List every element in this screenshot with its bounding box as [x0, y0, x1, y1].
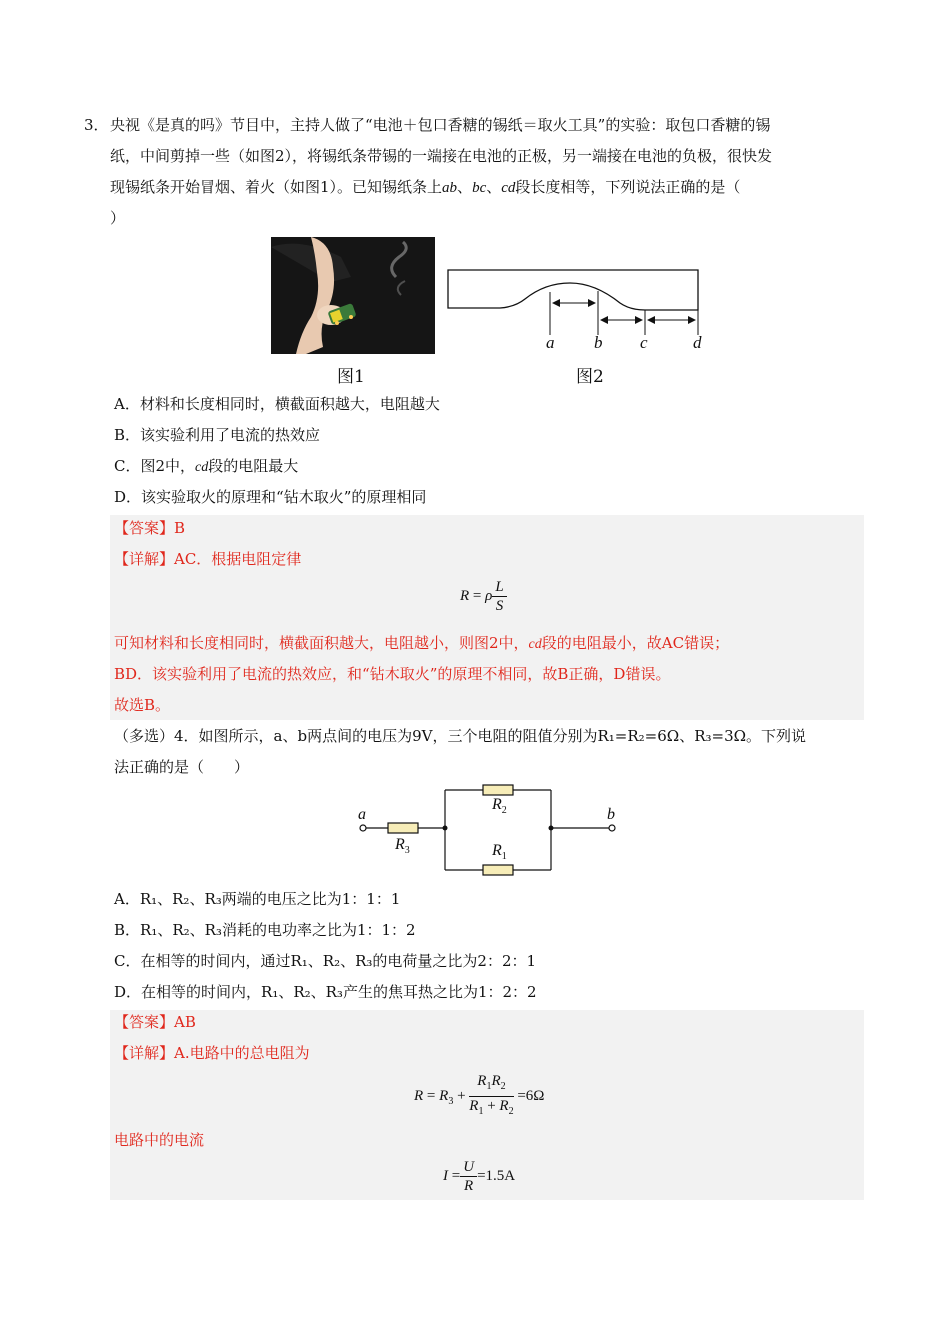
fig2-label-a: a — [546, 333, 555, 352]
figure-2-caption: 图2 — [576, 367, 604, 387]
q4-stem-line1: （多选）4．如图所示，a、b两点间的电压为9V，三个电阻的阻值分别为R₁=R₂=6Ω、R₃=3Ω。下列说 — [114, 727, 807, 745]
figure-1-caption: 图1 — [337, 367, 365, 387]
circuit-label-r3: $R_3$ — [395, 836, 410, 857]
q4-option-b: B．R₁、R₂、R₃消耗的电功率之比为1：1：2 — [114, 921, 416, 939]
q3-formula: R = ρ $\frac{L}{S}$ — [460, 578, 507, 615]
q3-detail-line3: BD．该实验利用了电流的热效应，和“钻木取火”的原理不相同，故B正确，D错误。 — [114, 665, 671, 683]
circuit-label-r1: $R_1$ — [492, 842, 507, 863]
figure-1-photo — [271, 237, 435, 354]
circuit-label-b: b — [607, 806, 615, 823]
q3-option-d: D．该实验取火的原理和“钻木取火”的原理相同 — [114, 488, 427, 506]
q3-stem-line2: 纸，中间剪掉一些（如图2），将锡纸条带锡的一端接在电池的正极，另一端接在电池的负极，很快发 — [110, 147, 773, 165]
q3-number: 3． — [84, 116, 109, 134]
q3-option-a: A．材料和长度相同时，横截面积越大，电阻越大 — [114, 395, 440, 413]
q3-detail-line4: 故选B。 — [114, 696, 171, 714]
q4-formula-current: I = $\frac{U}{R}$ =1.5A — [443, 1159, 516, 1194]
q4-detail-line2: 电路中的电流 — [114, 1131, 205, 1149]
q4-option-c: C．在相等的时间内，通过R₁、R₂、R₃的电荷量之比为2：2：1 — [114, 952, 537, 970]
circuit-label-r2: $R_2$ — [492, 796, 507, 817]
q4-detail-head: 【详解】A.电路中的总电阻为 — [114, 1044, 310, 1062]
q4-answer: 【答案】AB — [114, 1013, 196, 1031]
q4-option-d: D．在相等的时间内，R₁、R₂、R₃产生的焦耳热之比为1：2：2 — [114, 983, 537, 1001]
q3-stem-line4: ） — [110, 209, 126, 227]
q4-option-a: A．R₁、R₂、R₃两端的电压之比为1：1：1 — [114, 890, 401, 908]
q4-formula-resistance: $R = R_3$ + $\frac{R_1R_2}{R_1 + R_2}$ =6Ω — [414, 1073, 545, 1117]
q3-detail-line2: 可知材料和长度相同时，横截面积越大，电阻越小，则图2中，cd段的电阻最小，故AC错误； — [114, 634, 730, 652]
q3-answer: 【答案】B — [114, 519, 186, 537]
circuit-label-a: a — [358, 806, 366, 823]
fig2-label-b: b — [594, 333, 603, 352]
q3-stem-line3: 现锡纸条开始冒烟、着火（如图1）。已知锡纸条上ab、bc、cd段长度相等，下列说法正确的是（ — [110, 178, 741, 196]
circuit-diagram — [355, 778, 625, 882]
q3-stem-line1: 央视《是真的吗》节目中，主持人做了“电池＋包口香糖的锡纸＝取火工具”的实验：取包口香糖的锡 — [110, 116, 771, 134]
q3-option-b: B．该实验利用了电流的热效应 — [114, 426, 321, 444]
figure-2-diagram — [445, 265, 705, 360]
q4-stem-line2: 法正确的是（ ） — [114, 758, 250, 776]
q3-detail-head: 【详解】AC．根据电阻定律 — [114, 550, 302, 568]
fig2-label-c: c — [640, 333, 648, 352]
fig2-label-d: d — [693, 333, 702, 352]
q3-option-c: C．图2中，cd段的电阻最大 — [114, 457, 299, 475]
